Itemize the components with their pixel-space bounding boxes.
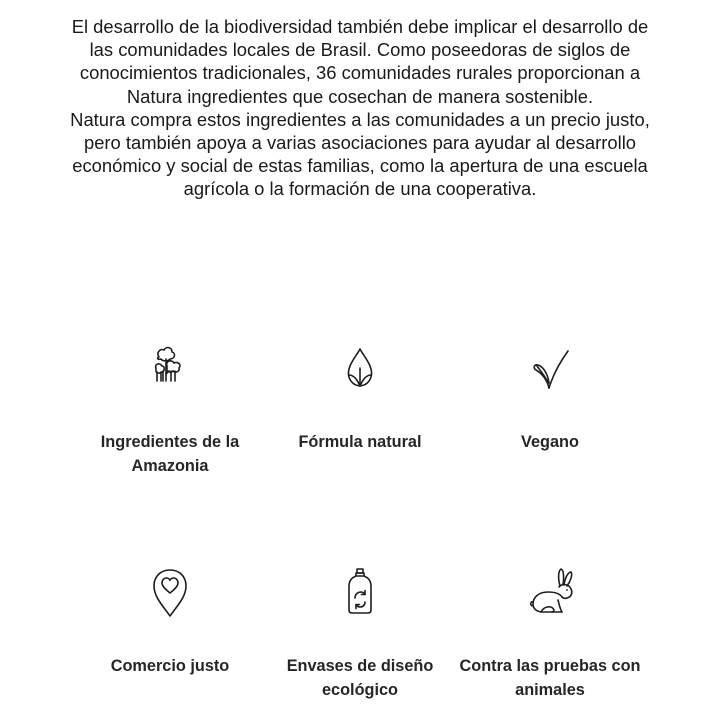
intro-paragraph-2: Natura compra estos ingredientes a las comunidades a un precio justo, pero también apoya a varias asociaciones para ayudar al desarrollo económico y social de estas familias, como la apertura de una escuela agrícola o la formación de una cooperativa.: [70, 108, 650, 200]
recycle-bottle-icon: [332, 564, 388, 620]
feature-fair-trade-label: Comercio justo: [110, 657, 230, 675]
leaf-icon: [332, 342, 388, 398]
intro-paragraph-1: El desarrollo de la biodiversidad también debe implicar el desarrollo de las comunidades locales de Brasil. Como poseedoras de siglos de conocimientos tradicionales, 36 comunidades rurales proporcionan a Natura ingredientes que cosechan de manera sostenible.: [71, 16, 649, 107]
intro-text: [60, 15, 660, 201]
feature-fair-trade: [75, 564, 265, 704]
feature-eco-packaging-label: Envases de diseño ecológico: [286, 657, 434, 699]
feature-natural-formula: [265, 342, 455, 492]
feature-cruelty-free-label: Contra las pruebas con animales: [459, 657, 641, 699]
heart-location-pin-icon: [142, 564, 198, 620]
feature-natural-formula-label: Fórmula natural: [298, 433, 422, 451]
feature-eco-packaging: [265, 564, 455, 704]
rabbit-icon: [522, 564, 578, 620]
trees-icon: [142, 342, 198, 398]
vegan-check-leaf-icon: [522, 342, 578, 398]
feature-cruelty-free: [455, 564, 645, 704]
feature-vegan-label: Vegano: [521, 433, 579, 451]
feature-amazon-ingredients-label: Ingredientes de la Amazonia: [100, 433, 240, 475]
feature-vegan: [455, 342, 645, 492]
feature-amazon-ingredients: [75, 342, 265, 492]
